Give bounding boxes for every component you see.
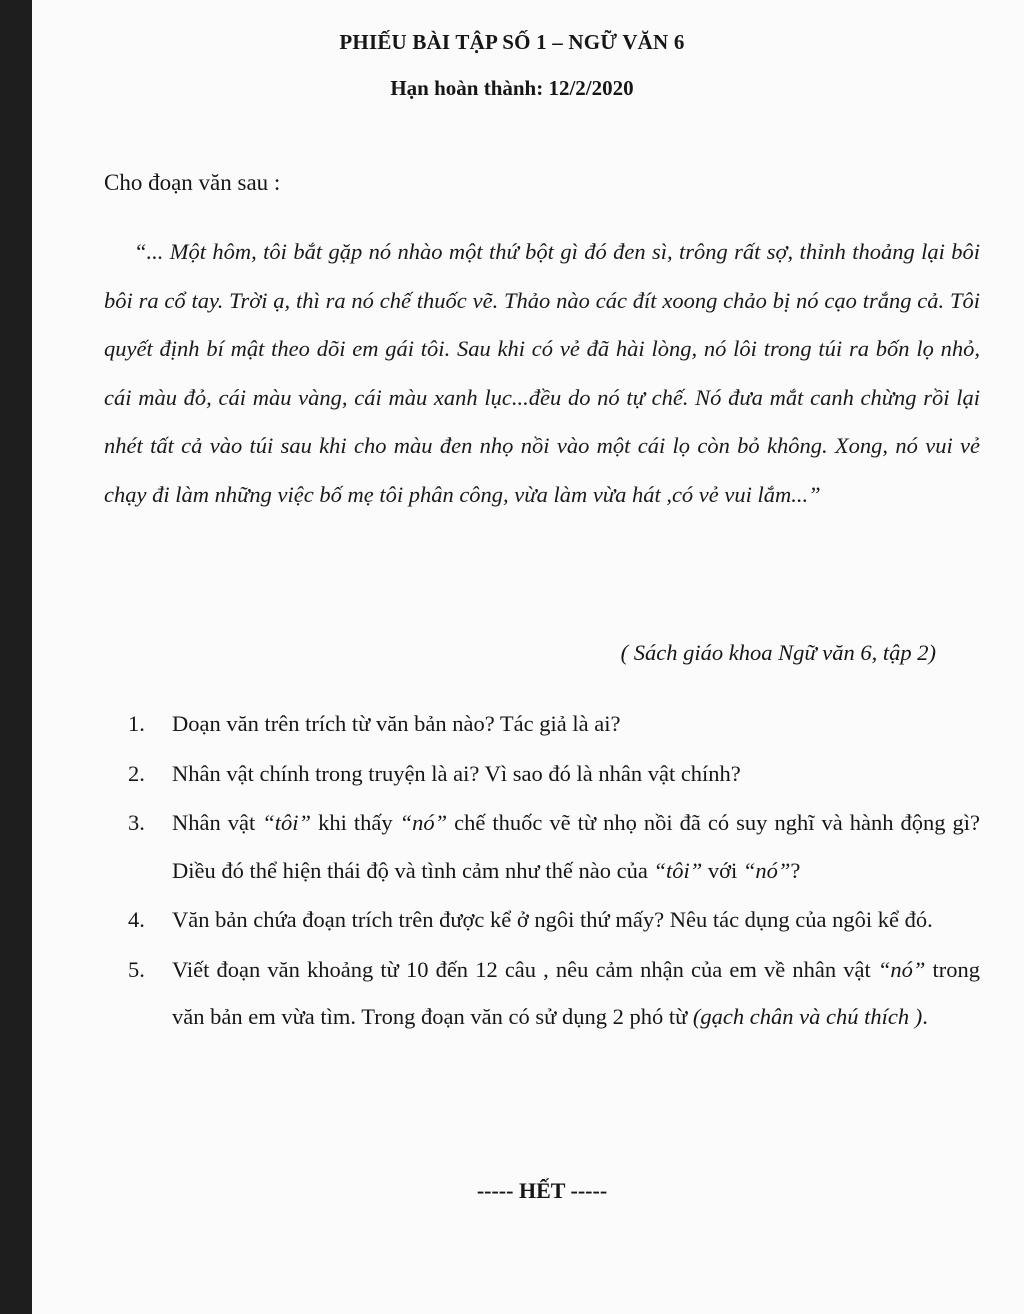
end-marker: ----- HẾT ----- — [476, 1178, 608, 1203]
question-number: 4. — [128, 907, 145, 932]
question-item — [128, 799, 980, 894]
question-text: Nhân vật chính trong truyện là ai? Vì sao đó là nhân vật chính? — [172, 760, 741, 786]
passage-source: ( Sách giáo khoa Ngữ văn 6, tập 2) — [620, 640, 936, 665]
quoted-term: “nó” — [877, 956, 926, 982]
quoted-term: “tôi” — [262, 810, 312, 835]
question-number: 1. — [128, 711, 145, 736]
question-number: 5. — [128, 956, 145, 982]
question-list — [128, 700, 980, 1043]
left-dark-border — [0, 0, 32, 1314]
question-item — [128, 896, 980, 944]
intro-text: Cho đoạn văn sau : — [104, 170, 281, 195]
question-item — [128, 946, 980, 1041]
question-number: 2. — [128, 760, 145, 786]
quoted-term: “nó” — [742, 857, 791, 883]
instruction-note: (gạch chân và chú thích ) — [692, 1004, 923, 1029]
quoted-term: “tôi” — [653, 857, 703, 883]
worksheet-title: PHIẾU BÀI TẬP SỐ 1 – NGỮ VĂN 6 — [339, 30, 685, 54]
question-text: Viết đoạn văn khoảng từ 10 đến 12 câu , nêu cảm nhận của em về nhân vật “nó” trong văn bản em vừa tìm. Trong đoạn văn có sử dụng 2 phó từ (gạch chân và chú thích ). — [172, 956, 980, 1029]
quoted-passage: “... Một hôm, tôi bắt gặp nó nhào một thứ bột gì đó đen sì, trông rất sợ, thỉnh thoảng lại bôi bôi ra cổ tay. Trời ạ, thì ra nó chế thuốc vẽ. Thảo nào các đít xoong chảo bị nó cạo trắng cả. Tôi quyết định bí mật theo dõi em gái tôi. Sau khi có vẻ đã hài lòng, nó lôi trong túi ra bốn lọ nhỏ, cái màu đỏ, cái màu vàng, cái màu xanh lục...đều do nó tự chế. Nó đưa mắt canh chừng rồi lại nhét tất cả vào túi sau khi cho màu đen nhọ nồi vào một cái lọ còn bỏ không. Xong, nó vui vẻ chạy đi làm những việc bố mẹ tôi phân công, vừa làm vừa hát ,có vẻ vui lắm...” — [104, 239, 980, 507]
question-item — [128, 700, 980, 748]
question-item — [128, 750, 980, 798]
deadline: Hạn hoàn thành: 12/2/2020 — [390, 76, 634, 100]
question-text: Nhân vật “tôi” khi thấy “nó” chế thuốc vẽ từ nhọ nồi đã có suy nghĩ và hành động gì? Diều đó thể hiện thái độ và tình cảm như thế nào của “tôi” với “nó”? — [172, 810, 980, 883]
question-number: 3. — [128, 810, 145, 835]
question-text: Văn bản chứa đoạn trích trên được kể ở ngôi thứ mấy? Nêu tác dụng của ngôi kể đó. — [172, 907, 933, 932]
question-text: Doạn văn trên trích từ văn bản nào? Tác giả là ai? — [172, 711, 621, 736]
quoted-term: “nó” — [399, 810, 448, 835]
